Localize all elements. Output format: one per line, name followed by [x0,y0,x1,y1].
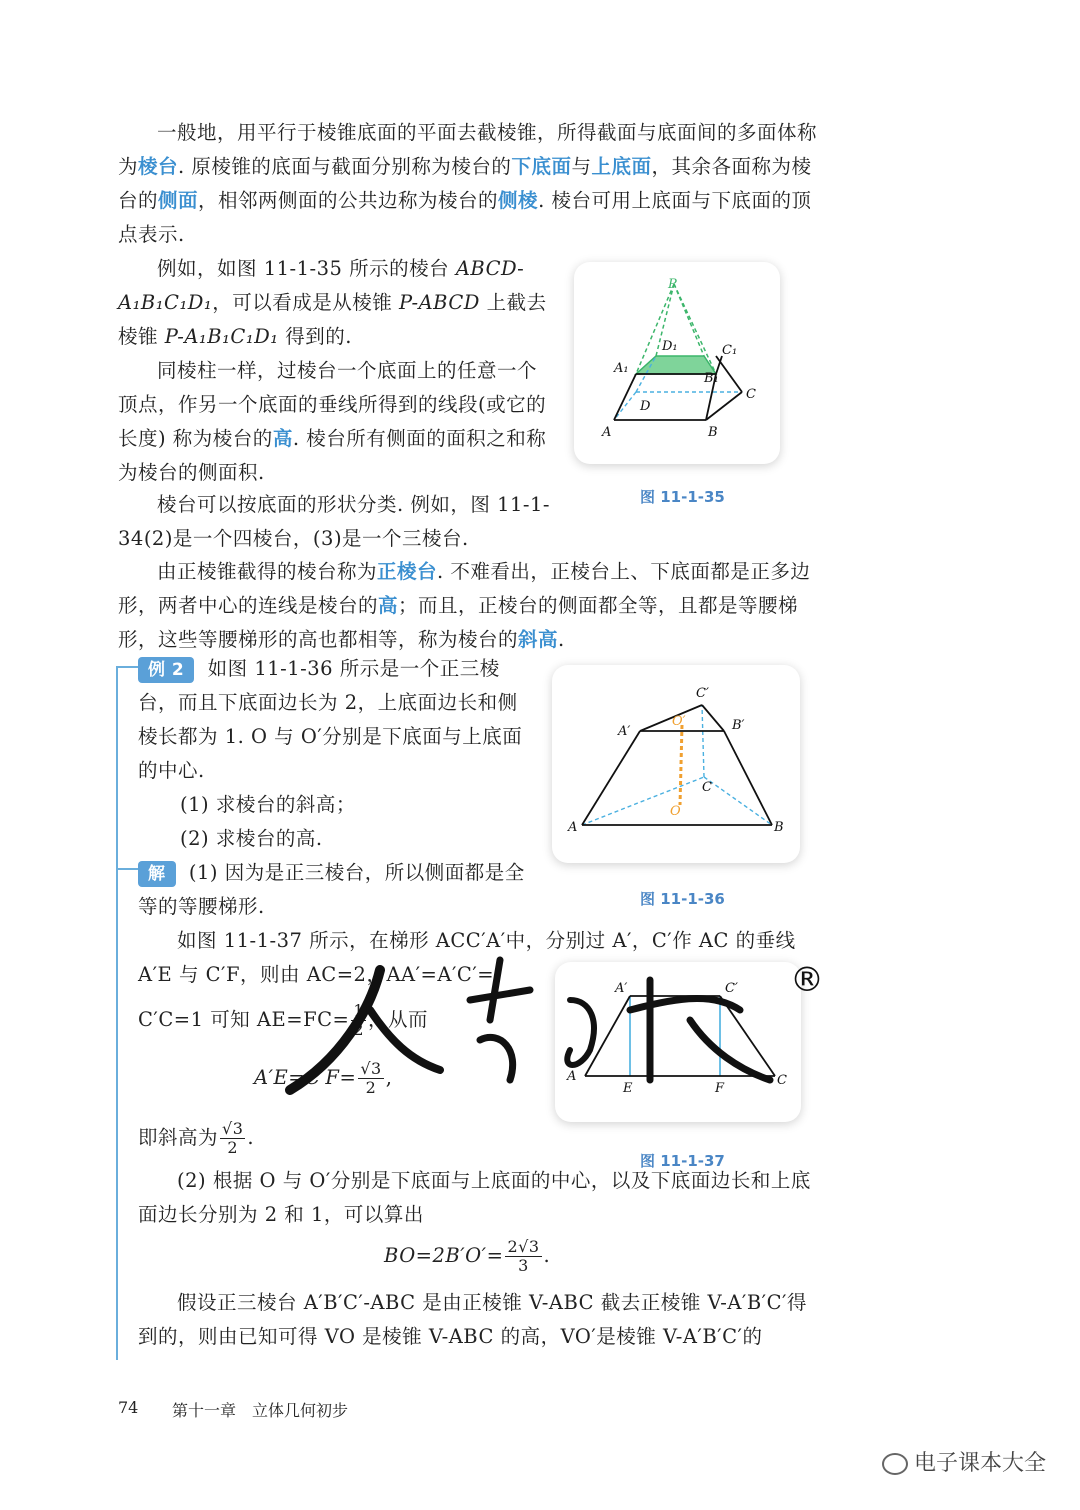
label-B1: B₁ [704,371,719,386]
solution-part1-detail: 如图 11-1-37 所示，在梯形 ACC′A′中，分别过 A′，C′作 AC 的垂线 A′E 与 C′F，则由 AC=2，AA′=A′C′= [138,929,796,986]
label-C: C [746,387,756,402]
fraction-result: $\frac{√3}{2}$ [222,1119,244,1157]
chapter-title: 第十一章 立体几何初步 [172,1401,349,1420]
term-height: 高 [272,427,293,450]
term-slant-height: 斜高 [518,628,559,651]
label-B: B [708,425,718,440]
paragraph-height: 同棱柱一样，过棱台一个底面上的任意一个顶点，作另一个底面的垂线所得到的线段(或它的长度) 称为棱台的高. 棱台所有侧面的面积之和称为棱台的侧面积. [118,359,547,484]
label-C-prime: C′ [725,981,738,996]
label-A: A [602,425,612,440]
frustum-pyramid-diagram [574,262,780,464]
label-D: D [640,399,651,414]
label-A-prime: A′ [618,724,631,739]
figure-11-1-37 [555,962,801,1122]
fraction-half: $\frac{1}{2}$ [353,1001,365,1039]
paragraph-regular-frustum: 由正棱锥截得的棱台称为正棱台. 不难看出，正棱台上、下底面都是正多边形，两者中心的连线是棱台的高；而且，正棱台的侧面都全等，且都是等腰梯形，这些等腰梯形的高也都相等，称为棱台的斜高. [118,560,811,651]
equation-slant-height: A′E=C′F= $\frac{√3}{2}$ , [254,1059,393,1097]
label-B-prime: B′ [732,718,745,733]
fraction-sqrt3-over-2: $\frac{√3}{2}$ [360,1059,382,1097]
paragraph-classification: 棱台可以按底面的形状分类. 例如，图 11-1-34(2)是一个四棱台，(3)是一个三棱台. [118,493,550,550]
figure-11-1-35 [574,262,780,464]
label-A1: A₁ [614,361,629,376]
watermark-text: 电子课本大全 [913,1451,1046,1476]
solution-part1: 解 (1) 因为是正三棱台，所以侧面都是全等的等腰梯形. [138,861,525,918]
caption-11-1-37: 图 11-1-37 [640,1152,725,1170]
equation-bo: BO=2B′O′= $\frac{2√3}{3}$ . [384,1237,551,1275]
label-C: C [777,1073,787,1088]
wechat-icon [882,1453,908,1475]
caption-11-1-36: 图 11-1-36 [640,890,725,908]
example-side-bar [116,666,118,1360]
term-height-2: 高 [378,594,399,617]
label-C1: C₁ [722,343,738,358]
solution-part2: (2) 根据 O 与 O′分别是下底面与上底面的中心，以及下底面边长和上底面边长分别为 2 和 1，可以算出 [138,1169,811,1226]
label-F: F [715,1081,725,1096]
term-frustum: 棱台 [138,155,179,178]
solution-tag: 解 [138,861,176,887]
label-P: P [668,277,677,292]
paragraph-definition: 一般地，用平行于棱锥底面的平面去截棱锥，所得截面与底面间的多面体称为棱台. 原棱锥的底面与截面分别称为棱台的下底面与上底面，其余各面称为棱台的侧面，相邻两侧面的公共边称为棱台的侧棱. 棱台可用上底面与下底面的顶点表示. [118,121,818,246]
label-D1: D₁ [662,339,678,354]
term-lower-base: 下底面 [511,155,572,178]
watermark [882,1446,1046,1477]
label-E: E [623,1081,633,1096]
solution-ae-fc: C′C=1 可知 AE=FC= $\frac{1}{2}$ ，从而 [138,1001,429,1039]
term-regular-frustum: 正棱台 [377,560,438,583]
solution-part2-assumption: 假设正三棱台 A′B′C′-ABC 是由正棱锥 V-ABC 截去正棱锥 V-A′B′C′得到的，则由已知可得 VO 是棱锥 V-ABC 的高，VO′是棱锥 V-A′B′C′的 [138,1291,807,1348]
example-tag: 例 2 [138,657,194,683]
page-number: 74 [118,1398,139,1417]
example-question-1: (1) 求棱台的斜高； [180,793,356,816]
label-A: A [567,1069,577,1084]
term-lateral-face: 侧面 [158,189,199,212]
example-statement: 例 2 如图 11-1-36 所示是一个正三棱台，而且下底面边长为 2，上底面边长和侧棱长都为 1. O 与 O′分别是下底面与上底面的中心. [138,657,523,782]
triangular-frustum-diagram [552,665,800,863]
term-upper-base: 上底面 [591,155,652,178]
label-O-prime: O′ [672,714,686,729]
label-C: C [702,780,712,795]
label-C-prime: C′ [696,686,709,701]
figure-11-1-36 [552,665,800,863]
example-question-2: (2) 求棱台的高. [180,827,323,850]
label-B: B [774,820,784,835]
term-lateral-edge: 侧棱 [498,189,539,212]
label-A-prime: A′ [615,981,628,996]
fraction-2sqrt3-over-3: $\frac{2√3}{3}$ [507,1237,540,1275]
registered-mark: ® [790,960,824,1000]
solution-slant-result: 即斜高为 $\frac{√3}{2}$ . [138,1119,255,1157]
label-A: A [568,820,578,835]
paragraph-example: 例如，如图 11-1-35 所示的棱台 ABCD-A₁B₁C₁D₁，可以看成是从棱锥 P-ABCD 上截去棱锥 P-A₁B₁C₁D₁ 得到的. [118,257,547,348]
trapezoid-diagram [555,962,801,1122]
caption-11-1-35: 图 11-1-35 [640,488,725,506]
label-O: O [670,804,681,819]
